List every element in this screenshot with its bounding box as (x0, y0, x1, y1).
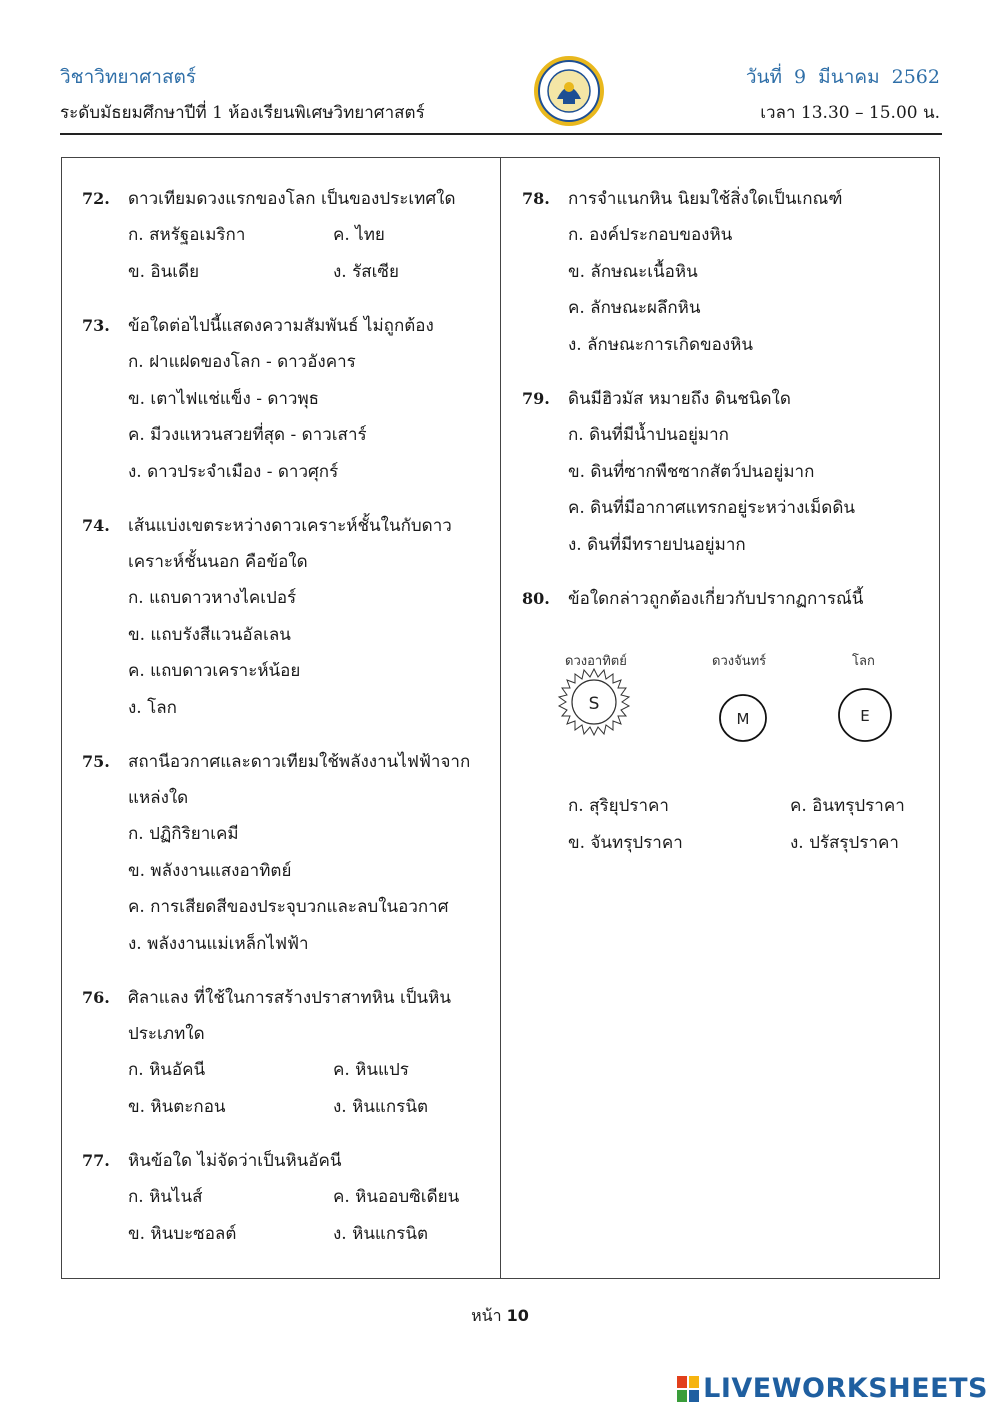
page-prefix: หน้า (471, 1306, 502, 1325)
option[interactable]: ข. พลังงานแสงอาทิตย์ (128, 860, 292, 881)
option[interactable]: ก. แถบดาวหางไคเปอร์ (128, 588, 297, 608)
sun-label: ดวงอาทิตย์ (565, 654, 627, 669)
earth-label: โลก (852, 654, 875, 669)
school-logo (533, 55, 605, 127)
option[interactable]: ก. ฝาแฝดของโลก - ดาวอังคาร (128, 352, 356, 372)
sun-moon-earth-diagram (545, 640, 935, 760)
option[interactable]: ค. ดินที่มีอากาศแทรกอยู่ระหว่างเม็ดดิน (568, 498, 855, 518)
option[interactable]: ข. อินเดีย (128, 261, 200, 282)
question-text: การจำแนกหิน นิยมใช้สิ่งใดเป็นเกณฑ์ (568, 189, 843, 209)
question-text: หินข้อใด ไม่จัดว่าเป็นหินอัคนี (128, 1151, 342, 1171)
question-80 (522, 581, 932, 617)
right-column (522, 181, 932, 635)
option[interactable]: ข. จันทรุปราคา (568, 832, 683, 853)
option[interactable]: ค. การเสียดสีของประจุบวกและลบในอวกาศ (128, 897, 449, 917)
option[interactable]: ค. หินออบซิเดียน (333, 1187, 460, 1207)
option[interactable]: ง. พลังงานแม่เหล็กไฟฟ้า (128, 933, 309, 954)
earth-letter: E (860, 707, 870, 725)
question-77 (82, 1143, 482, 1252)
header-divider (60, 133, 942, 135)
question-text: ดินมีฮิวมัส หมายถึง ดินชนิดใด (568, 389, 791, 409)
option[interactable]: ข. เตาไฟแช่แข็ง - ดาวพุธ (128, 388, 320, 409)
question-74 (82, 508, 482, 726)
option[interactable]: ง. โลก (128, 697, 177, 718)
moon-letter: M (736, 710, 750, 728)
option[interactable]: ข. แถบรังสีแวนอัลเลน (128, 624, 291, 645)
option[interactable]: ง. หินแกรนิต (333, 1096, 428, 1117)
question-number: 77. (82, 1151, 110, 1170)
header-right (746, 64, 940, 126)
liveworksheets-brand: LIVEWORKSHEETS (703, 1373, 988, 1404)
option[interactable]: ค. ไทย (333, 225, 385, 245)
question-text: ศิลาแลง ที่ใช้ในการสร้างปราสาทหิน เป็นหินประเภทใด (128, 988, 451, 1044)
question-number: 73. (82, 316, 110, 335)
option[interactable]: ง. หินแกรนิต (333, 1223, 428, 1244)
option[interactable]: ง. ดินที่มีทรายปนอยู่มาก (568, 534, 746, 555)
option[interactable]: ค. ลักษณะผลึกหิน (568, 298, 701, 318)
liveworksheets-icon (677, 1376, 699, 1402)
header-left (60, 64, 425, 126)
question-78 (522, 181, 932, 363)
option[interactable]: ง. ลักษณะการเกิดของหิน (568, 334, 753, 355)
question-number: 78. (522, 189, 550, 208)
exam-time: เวลา 13.30 – 15.00 น. (760, 103, 940, 123)
option[interactable]: ข. หินบะซอลต์ (128, 1223, 237, 1244)
question-text: ดาวเทียมดวงแรกของโลก เป็นของประเทศใด (128, 189, 456, 209)
question-72 (82, 181, 482, 290)
question-number: 76. (82, 988, 110, 1007)
option[interactable]: ข. ลักษณะเนื้อหิน (568, 261, 698, 282)
question-number: 74. (82, 516, 110, 535)
option[interactable]: ค. แถบดาวเคราะห์น้อย (128, 661, 301, 681)
option[interactable]: ก. ปฏิกิริยาเคมี (128, 824, 239, 844)
option[interactable]: ก. หินไนส์ (128, 1187, 203, 1207)
diagram-drawing (545, 640, 935, 760)
option[interactable]: ง. รัสเซีย (333, 261, 399, 282)
question-text: เส้นแบ่งเขตระหว่างดาวเคราะห์ชั้นในกับดาวเคราะห์ชั้นนอก คือข้อใด (128, 516, 452, 572)
option[interactable]: ก. สุริยุปราคา (568, 796, 669, 816)
option[interactable]: ข. หินตะกอน (128, 1096, 226, 1117)
option[interactable]: ก. สหรัฐอเมริกา (128, 225, 246, 245)
column-divider (500, 157, 501, 1279)
left-column (82, 181, 482, 1270)
sun-letter: S (588, 694, 600, 714)
option[interactable]: ก. องค์ประกอบของหิน (568, 225, 733, 245)
page-number-value: 10 (506, 1306, 529, 1325)
question-text: สถานีอวกาศและดาวเทียมใช้พลังงานไฟฟ้าจากแหล่งใด (128, 752, 471, 808)
class-info: ระดับมัธยมศึกษาปีที่ 1 ห้องเรียนพิเศษวิทยาศาสตร์ (60, 103, 425, 123)
option[interactable]: ก. ดินที่มีน้ำปนอยู่มาก (568, 425, 729, 445)
question-text: ข้อใดกล่าวถูกต้องเกี่ยวกับปรากฏการณ์นี้ (568, 589, 864, 609)
option[interactable]: ง. ดาวประจำเมือง - ดาวศุกร์ (128, 461, 339, 482)
option[interactable]: ค. อินทรุปราคา (790, 796, 905, 816)
page-number (0, 1304, 1000, 1329)
subject-title: วิชาวิทยาศาสตร์ (60, 66, 197, 88)
question-79 (522, 381, 932, 563)
option[interactable]: ง. ปรัสรุปราคา (790, 832, 899, 853)
question-text: ข้อใดต่อไปนี้แสดงความสัมพันธ์ ไม่ถูกต้อง (128, 316, 434, 336)
option[interactable]: ข. ดินที่ซากพืชซากสัตว์ปนอยู่มาก (568, 461, 815, 482)
question-76 (82, 980, 482, 1125)
option[interactable]: ก. หินอัคนี (128, 1060, 206, 1080)
option[interactable]: ค. หินแปร (333, 1060, 409, 1080)
liveworksheets-logo[interactable] (677, 1373, 988, 1404)
question-75 (82, 744, 482, 962)
moon-label: ดวงจันทร์ (712, 654, 767, 669)
exam-date: วันที่ 9 มีนาคม 2562 (745, 66, 940, 88)
question-number: 72. (82, 189, 110, 208)
question-number: 79. (522, 389, 550, 408)
question-number: 75. (82, 752, 110, 771)
question-73 (82, 308, 482, 490)
question-80-options (522, 788, 932, 861)
option[interactable]: ค. มีวงแหวนสวยที่สุด - ดาวเสาร์ (128, 425, 367, 445)
question-number: 80. (522, 589, 550, 608)
